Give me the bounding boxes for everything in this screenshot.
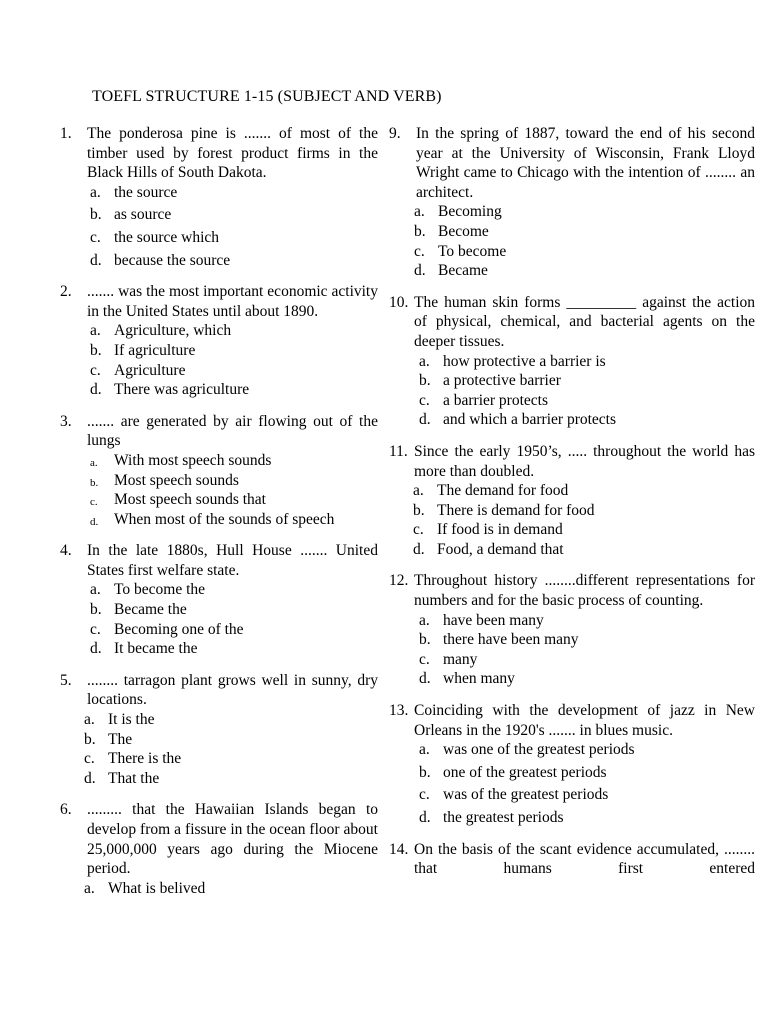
option-label: c. bbox=[419, 650, 430, 668]
option-c[interactable] bbox=[90, 361, 378, 381]
question-2 bbox=[60, 282, 378, 400]
option-a[interactable] bbox=[84, 710, 378, 730]
option-text: It became the bbox=[114, 640, 198, 658]
option-label: a. bbox=[414, 203, 425, 221]
option-text: That the bbox=[108, 769, 160, 787]
option-label: a. bbox=[413, 482, 424, 500]
option-text: the source which bbox=[114, 228, 220, 246]
options-list bbox=[60, 710, 378, 788]
options-list bbox=[389, 352, 755, 430]
question-number: 3. bbox=[60, 412, 72, 430]
option-a[interactable] bbox=[419, 352, 755, 372]
option-text: To become bbox=[438, 242, 507, 260]
question-stem: The human skin forms _________ against the action of physical, chemical, and bacterial agents on the deeper tissues. bbox=[414, 293, 755, 350]
option-b[interactable] bbox=[419, 630, 755, 650]
option-text: when many bbox=[443, 670, 515, 688]
question-12 bbox=[389, 571, 755, 689]
option-text: there have been many bbox=[443, 631, 579, 649]
options-list bbox=[389, 611, 755, 689]
option-c[interactable] bbox=[90, 228, 378, 248]
option-label: d. bbox=[419, 809, 431, 826]
option-label: a. bbox=[90, 581, 101, 599]
option-d[interactable] bbox=[419, 669, 755, 689]
option-text: how protective a barrier is bbox=[443, 352, 606, 370]
question-number: 13. bbox=[389, 702, 409, 720]
option-text: Most speech sounds bbox=[114, 471, 239, 489]
question-number: 6. bbox=[60, 801, 72, 819]
question-stem: The ponderosa pine is ....... of most of the timber used by forest product firms in the Black Hills of South Dakota. bbox=[87, 125, 378, 182]
option-text: It is the bbox=[108, 711, 155, 729]
question-11 bbox=[389, 442, 755, 560]
question-1 bbox=[60, 124, 378, 270]
question-number: 14. bbox=[389, 840, 409, 858]
option-text: If food is in demand bbox=[437, 521, 563, 539]
option-text: There is demand for food bbox=[437, 501, 595, 519]
option-label: c. bbox=[90, 361, 101, 379]
option-label: a. bbox=[84, 879, 95, 897]
left-column bbox=[60, 124, 378, 910]
question-number: 9. bbox=[389, 125, 401, 142]
question-number: 4. bbox=[60, 542, 72, 560]
option-label: b. bbox=[419, 372, 431, 390]
question-number: 1. bbox=[60, 125, 72, 142]
option-label: b. bbox=[419, 763, 431, 781]
option-text: the greatest periods bbox=[443, 809, 564, 826]
option-b[interactable] bbox=[84, 730, 378, 750]
option-label: a. bbox=[90, 183, 101, 201]
option-a[interactable] bbox=[84, 879, 378, 899]
question-stem: On the basis of the scant evidence accumulated, ........ that humans first entered bbox=[414, 840, 755, 878]
option-text: Food, a demand that bbox=[437, 540, 564, 558]
option-label: c. bbox=[413, 521, 424, 539]
option-text: Agriculture, which bbox=[114, 322, 232, 340]
option-text: as source bbox=[114, 206, 172, 224]
question-number: 10. bbox=[389, 293, 409, 311]
option-text: If agriculture bbox=[114, 341, 196, 359]
option-label: c. bbox=[419, 391, 430, 409]
question-5 bbox=[60, 671, 378, 789]
question-stem: Coinciding with the development of jazz in New Orleans in the 1920's ....... in blues music. bbox=[414, 702, 755, 739]
question-number: 5. bbox=[60, 671, 72, 689]
option-text: because the source bbox=[114, 251, 231, 269]
option-label: b. bbox=[414, 222, 426, 240]
option-text: Agriculture bbox=[114, 361, 186, 379]
option-label: c. bbox=[90, 228, 101, 246]
option-text: Became the bbox=[114, 601, 187, 619]
option-a[interactable] bbox=[90, 451, 378, 471]
option-text: have been many bbox=[443, 611, 544, 629]
option-label: a. bbox=[419, 741, 430, 759]
option-label: d. bbox=[419, 411, 431, 429]
option-text: What is belived bbox=[108, 879, 206, 897]
question-stem: In the late 1880s, Hull House ....... United States first welfare state. bbox=[87, 542, 378, 579]
option-label: d. bbox=[84, 769, 96, 787]
option-b[interactable] bbox=[413, 501, 755, 521]
option-a[interactable] bbox=[90, 183, 378, 203]
option-text: Become bbox=[438, 222, 489, 240]
page-title: TOEFL STRUCTURE 1-15 (SUBJECT AND VERB) bbox=[92, 88, 442, 105]
question-number: 12. bbox=[389, 572, 409, 590]
option-label: b. bbox=[90, 341, 102, 359]
option-label: a. bbox=[419, 611, 430, 629]
option-label: c. bbox=[90, 496, 98, 509]
option-label: d. bbox=[90, 381, 102, 399]
option-d[interactable] bbox=[84, 769, 378, 789]
question-number: 2. bbox=[60, 283, 72, 301]
option-c[interactable] bbox=[84, 749, 378, 769]
option-text: Becoming bbox=[438, 203, 502, 221]
option-label: a. bbox=[419, 352, 430, 370]
option-text: a barrier protects bbox=[443, 391, 548, 409]
option-text: and which a barrier protects bbox=[443, 411, 617, 429]
option-b[interactable] bbox=[90, 205, 378, 225]
option-label: b. bbox=[90, 206, 102, 224]
option-text: was one of the greatest periods bbox=[443, 741, 635, 759]
option-c[interactable] bbox=[90, 620, 378, 640]
option-text: When most of the sounds of speech bbox=[114, 510, 335, 528]
question-number: 11. bbox=[389, 442, 408, 460]
option-text: There is the bbox=[108, 750, 182, 768]
options-list bbox=[60, 451, 378, 529]
option-label: c. bbox=[419, 786, 430, 804]
option-text: The demand for food bbox=[437, 482, 569, 500]
option-label: a. bbox=[90, 322, 101, 340]
option-label: d. bbox=[419, 670, 431, 688]
option-a[interactable] bbox=[419, 740, 755, 760]
option-text: many bbox=[443, 650, 478, 668]
option-text: was of the greatest periods bbox=[443, 786, 609, 804]
question-stem: ....... was the most important economic activity in the United States until about 1890. bbox=[87, 283, 378, 320]
question-stem: ....... are generated by air flowing out of the lungs bbox=[87, 412, 378, 450]
option-c[interactable] bbox=[419, 650, 755, 670]
options-list bbox=[60, 580, 378, 658]
options-list bbox=[389, 740, 755, 827]
option-label: b. bbox=[419, 631, 431, 649]
option-text: a protective barrier bbox=[443, 372, 561, 390]
option-text: one of the greatest periods bbox=[443, 763, 607, 781]
option-b[interactable] bbox=[419, 763, 755, 783]
question-14 bbox=[389, 840, 755, 879]
question-13 bbox=[389, 701, 755, 828]
option-label: d. bbox=[413, 540, 425, 558]
question-stem: ........ tarragon plant grows well in sunny, dry locations. bbox=[87, 671, 378, 709]
option-label: b. bbox=[90, 476, 99, 489]
option-d[interactable] bbox=[414, 261, 755, 281]
option-text: There was agriculture bbox=[114, 381, 250, 399]
options-list bbox=[389, 202, 755, 280]
option-d[interactable] bbox=[419, 808, 755, 828]
option-a[interactable] bbox=[90, 321, 378, 341]
option-text: The bbox=[108, 730, 133, 748]
option-text: To become the bbox=[114, 581, 206, 599]
option-c[interactable] bbox=[419, 785, 755, 805]
option-label: b. bbox=[90, 601, 102, 619]
option-label: a. bbox=[84, 711, 95, 729]
option-b[interactable] bbox=[414, 222, 755, 242]
right-column bbox=[389, 124, 755, 891]
option-c[interactable] bbox=[90, 490, 378, 510]
option-text: Became bbox=[438, 262, 488, 280]
option-b[interactable] bbox=[419, 371, 755, 391]
option-label: d. bbox=[414, 262, 426, 280]
question-stem: Since the early 1950’s, ..... throughout the world has more than doubled. bbox=[414, 442, 755, 480]
option-b[interactable] bbox=[90, 341, 378, 361]
question-6 bbox=[60, 800, 378, 898]
option-c[interactable] bbox=[419, 391, 755, 411]
option-label: c. bbox=[90, 620, 101, 638]
option-a[interactable] bbox=[414, 202, 755, 222]
question-stem: ......... that the Hawaiian Islands began to develop from a fissure in the ocean floor about 25,000,000 years ago during the Miocene period. bbox=[87, 801, 378, 878]
option-d[interactable] bbox=[413, 540, 755, 560]
option-label: d. bbox=[90, 515, 99, 528]
option-a[interactable] bbox=[90, 580, 378, 600]
option-d[interactable] bbox=[90, 510, 378, 530]
option-c[interactable] bbox=[414, 242, 755, 262]
option-label: d. bbox=[90, 251, 102, 269]
option-text: With most speech sounds bbox=[114, 451, 272, 469]
option-label: b. bbox=[84, 730, 96, 748]
option-label: b. bbox=[413, 501, 425, 519]
question-3 bbox=[60, 412, 378, 530]
option-text: the source bbox=[114, 183, 178, 201]
question-4 bbox=[60, 541, 378, 659]
options-list bbox=[389, 481, 755, 559]
question-9 bbox=[389, 124, 755, 281]
option-text: Becoming one of the bbox=[114, 620, 244, 638]
option-label: d. bbox=[90, 640, 102, 658]
option-label: a. bbox=[90, 456, 98, 469]
option-d[interactable] bbox=[90, 380, 378, 400]
options-list bbox=[60, 183, 378, 270]
option-a[interactable] bbox=[413, 481, 755, 501]
option-text: Most speech sounds that bbox=[114, 491, 266, 509]
option-b[interactable] bbox=[90, 600, 378, 620]
question-10 bbox=[389, 293, 755, 430]
options-list bbox=[60, 321, 378, 399]
question-stem: In the spring of 1887, toward the end of his second year at the University of Wisconsin, Frank Lloyd Wright came to Chicago with the intention of ........ an architect. bbox=[416, 125, 755, 201]
options-list bbox=[60, 879, 378, 899]
option-b[interactable] bbox=[90, 471, 378, 491]
option-label: c. bbox=[414, 242, 425, 260]
option-label: c. bbox=[84, 750, 95, 768]
option-c[interactable] bbox=[413, 520, 755, 540]
option-a[interactable] bbox=[419, 611, 755, 631]
option-d[interactable] bbox=[90, 639, 378, 659]
option-d[interactable] bbox=[90, 251, 378, 271]
question-stem: Throughout history ........different representations for numbers and for the basic process of counting. bbox=[414, 572, 755, 610]
option-d[interactable] bbox=[419, 410, 755, 430]
